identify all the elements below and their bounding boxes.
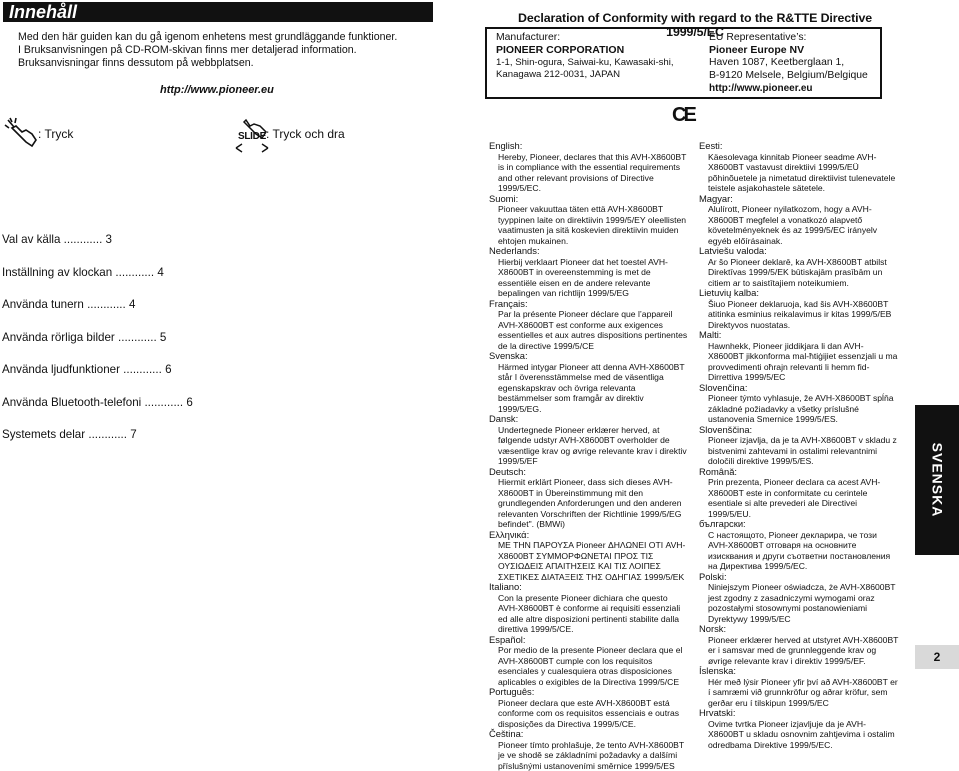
conformity-statement: Hierbij verklaart Pioneer dat het toestel AVH-X8600BT in overeenstemming is met de essentiële eisen en de andere relevante bepalingen van richtlijn 1999/5/EG [489, 257, 689, 299]
language-tab-label: SVENSKA [929, 443, 945, 518]
toc-item-page: 3 [106, 233, 112, 246]
toc-item[interactable] [2, 266, 262, 279]
manufacturer-address-2: Kanagawa 212-0031, JAPAN [496, 69, 620, 81]
eu-rep-address-2: B-9120 Melsele, Belgium/Belgique [709, 70, 868, 82]
conformity-statement: Par la présente Pioneer déclare que l’appareil AVH-X8600BT est conforme aux exigences essentielles et aux autres dispositions pertinentes de la directive 1999/5/CE [489, 309, 689, 351]
conformity-statement: Niniejszym Pioneer oświadcza, że AVH-X8600BT jest zgodny z zasadniczymi wymogami oraz pozostałymi stosownymi postanowieniami Dyrektywy 1999/5/EC [699, 582, 899, 624]
language-heading: Română: [699, 467, 899, 478]
language-heading: Čeština: [489, 729, 689, 740]
conformity-statement: Con la presente Pioneer dichiara che questo AVH-X8600BT è conforme ai requisiti essenziali ed alle altre disposizioni pertinenti stabilite dalla direttiva 1999/5/CE. [489, 593, 689, 635]
ce-mark-icon: CE [672, 104, 694, 127]
language-heading: Suomi: [489, 194, 689, 205]
conformity-statement: Undertegnede Pioneer erklærer herved, at følgende udstyr AVH-X8600BT overholder de væsentlige krav og øvrige relevante krav i direktiv 1999/5/EF [489, 425, 689, 467]
conformity-statement: Hawnhekk, Pioneer jiddikjara li dan AVH-X8600BT jikkonforma mal-ħtiġijiet essenzjali u ma provvedimenti oħrajn relevanti li hemm fid-Dirrettiva 1999/5/EC [699, 341, 899, 383]
toc-item[interactable] [2, 396, 262, 409]
intro-line-2: I Bruksanvisningen på CD-ROM-skivan finns mer detaljerad information. [18, 44, 428, 57]
toc-item-title: Använda ljudfunktioner ............ [2, 363, 165, 376]
eu-rep-label: EU Representative’s: [709, 32, 806, 44]
toc-item[interactable] [2, 233, 262, 246]
language-heading: Slovenčina: [699, 383, 899, 394]
toc-item[interactable] [2, 428, 262, 441]
conformity-statement: Pioneer tímto prohlašuje, že tento AVH-X8600BT je ve shodě se základními požadavky a dalšími příslušnými ustanoveními směrnice 1999/5/ES [489, 740, 689, 771]
toc-item[interactable] [2, 298, 262, 311]
language-heading: Latviešu valoda: [699, 246, 899, 257]
manufacturer-name: PIONEER CORPORATION [496, 44, 624, 56]
conformity-languages-left [489, 141, 689, 771]
language-heading: Eesti: [699, 141, 899, 152]
conformity-statement: Por medio de la presente Pioneer declara que el AVH-X8600BT cumple con los requisitos esenciales y cualesquiera otras disposiciones aplicables o exigibles de la Directiva 1999/5/CE [489, 645, 689, 687]
language-heading: Norsk: [699, 624, 899, 635]
toc-item-page: 7 [130, 428, 136, 441]
manufacturer-label: Manufacturer: [496, 32, 560, 44]
tap-label: : Tryck [38, 127, 73, 141]
conformity-statement: Pioneer erklærer herved at utstyret AVH-X8600BT er i samsvar med de grunnleggende krav og øvrige relevante krav i direktiv 1999/5/EF. [699, 635, 899, 667]
conformity-statement: Hiermit erklärt Pioneer, dass sich dieses AVH-X8600BT in Übereinstimmung mit den grundlegenden Anforderungen und den anderen relevanten Vorschriften der Richtlinie 1999/5/EG befindet". (BMWi) [489, 477, 689, 530]
conformity-statement: Käesolevaga kinnitab Pioneer seadme AVH-X8600BT vastavust direktiivi 1999/5/EÜ põhinõuetele ja nimetatud direktiivist tulenevatele teistele asjakohastele sätetele. [699, 152, 899, 194]
toc-item-title: Systemets delar ............ [2, 428, 130, 441]
toc-item-title: Använda rörliga bilder ............ [2, 331, 160, 344]
conformity-statement: Ovime tvrtka Pioneer izjavljuje da je AVH-X8600BT u skladu osnovnim zahtjevima i ostalim odredbama Direktive 1999/5/EC. [699, 719, 899, 751]
language-heading: български: [699, 519, 899, 530]
eu-rep-address-1: Haven 1087, Keetberglaan 1, [709, 57, 844, 69]
language-heading: Magyar: [699, 194, 899, 205]
page-number: 2 [915, 645, 959, 669]
eu-rep-url-link[interactable]: http://www.pioneer.eu [709, 83, 813, 94]
toc-item[interactable] [2, 331, 262, 344]
toc-item-title: Inställning av klockan ............ [2, 266, 157, 279]
language-heading: Português: [489, 687, 689, 698]
toc-item-title: Val av källa ............ [2, 233, 106, 246]
language-heading: Ελληνικά: [489, 530, 689, 541]
language-heading: Polski: [699, 572, 899, 583]
toc-item-page: 5 [160, 331, 166, 344]
conformity-statement: Alulírott, Pioneer nyilatkozom, hogy a AVH-X8600BT megfelel a vonatkozó alapvető követelményeknek és az 1999/5/EC irányelv egyéb előírásainak. [699, 204, 899, 246]
language-heading: Malti: [699, 330, 899, 341]
page-title: Innehåll [3, 2, 433, 22]
conformity-statement: Pioneer vakuuttaa täten että AVH-X8600BT tyyppinen laite on direktiivin 1999/5/EY oleellisten vaatimusten ja sitä koskevien direktiivin muiden ehtojen mukainen. [489, 204, 689, 246]
conformity-statement: Prin prezenta, Pioneer declara ca acest AVH-X8600BT este in conformitate cu cerintele esentiale si alte prevederi ale Directivei 1999/5/EU. [699, 477, 899, 519]
language-heading: Svenska: [489, 351, 689, 362]
conformity-statement: Hereby, Pioneer, declares that this AVH-X8600BT is in compliance with the essential requirements and other relevant provisions of Directive 1999/5/EC. [489, 152, 689, 194]
conformity-statement: Pioneer izjavlja, da je ta AVH-X8600BT v skladu z bistvenimi zahtevami in ostalimi relevantnimi določili direktive 1999/5/ES. [699, 435, 899, 467]
declaration-box [485, 27, 882, 99]
language-heading: Italiano: [489, 582, 689, 593]
language-heading: Nederlands: [489, 246, 689, 257]
conformity-statement: ΜΕ ΤΗΝ ΠΑΡΟΥΣΑ Pioneer ΔΗΛΩΝΕΙ ΟΤΙ AVH-X8600BT ΣΥΜΜΟΡΦΩΝΕΤΑΙ ΠΡΟΣ ΤΙΣ ΟΥΣΙΩΔΕΙΣ ΑΠΑΙΤΗΣΕΙΣ ΚΑΙ ΤΙΣ ΛΟΙΠΕΣ ΣΧΕΤΙΚΕΣ ΔΙΑΤΑΞΕΙΣ ΤΗΣ ΟΔΗΓΙΑΣ 1999/5/ΕΚ [489, 540, 689, 582]
language-heading: English: [489, 141, 689, 152]
language-tab-svenska [915, 405, 959, 555]
conformity-languages-right [699, 141, 899, 750]
toc-item-title: Använda tunern ............ [2, 298, 129, 311]
language-heading: Français: [489, 299, 689, 310]
language-heading: Español: [489, 635, 689, 646]
slide-label: : Tryck och dra [266, 127, 345, 141]
toc-item[interactable] [2, 363, 262, 376]
tap-hand-icon [2, 116, 42, 152]
eu-rep-name: Pioneer Europe NV [709, 44, 804, 56]
toc-item-page: 4 [129, 298, 135, 311]
language-heading: Slovenščina: [699, 425, 899, 436]
language-heading: Dansk: [489, 414, 689, 425]
conformity-statement: Šiuo Pioneer deklaruoja, kad šis AVH-X8600BT atitinka esminius reikalavimus ir kitas 1999/5/EB Direktyvos nuostatas. [699, 299, 899, 331]
intro-line-3: Bruksanvisningar finns dessutom på webbplatsen. [18, 57, 428, 70]
slide-word: SLIDE [238, 131, 266, 142]
toc-item-title: Använda Bluetooth-telefoni ............ [2, 396, 186, 409]
toc-item-page: 6 [165, 363, 171, 376]
pioneer-url-link[interactable]: http://www.pioneer.eu [160, 84, 274, 96]
manufacturer-address-1: 1-1, Shin-ogura, Saiwai-ku, Kawasaki-shi, [496, 57, 674, 69]
language-heading: Hrvatski: [699, 708, 899, 719]
conformity-statement: Hér með lýsir Pioneer yfir því að AVH-X8600BT er í samræmi við grunnkröfur og aðrar kröfur, sem gerðar eru í tilskipun 1999/5/EC [699, 677, 899, 709]
intro-line-1: Med den här guiden kan du gå igenom enhetens mest grundläggande funktioner. [18, 31, 428, 44]
conformity-statement: Ar šo Pioneer deklarē, ka AVH-X8600BT atbilst Direktīvas 1999/5/EK būtiskajām prasībām un citiem ar to saistītajiem noteikumiem. [699, 257, 899, 289]
conformity-statement: С настоящото, Pioneer декларира, че този AVH-X8600BT отговаря на основните изисквания и други съответни постановления на Директива 1999/5/EC. [699, 530, 899, 572]
conformity-statement: Pioneer týmto vyhlasuje, že AVH-X8600BT spĺňa základné požiadavky a všetky príslušné ustanovenia Smernice 1999/5/ES. [699, 393, 899, 425]
language-heading: Íslenska: [699, 666, 899, 677]
declaration-title: Declaration of Conformity with regard to the R&TTE Directive 1999/5/EC [505, 11, 885, 39]
language-heading: Lietuvių kalba: [699, 288, 899, 299]
toc-item-page: 4 [157, 266, 163, 279]
conformity-statement: Pioneer declara que este AVH-X8600BT está conforme com os requisitos essenciais e outras disposições da Directiva 1999/5/CE. [489, 698, 689, 730]
language-heading: Deutsch: [489, 467, 689, 478]
conformity-statement: Härmed intygar Pioneer att denna AVH-X8600BT står I överensstämmelse med de väsentliga egenskapskrav och övriga relevanta bestämmelser som framgår av direktiv 1999/5/EG. [489, 362, 689, 415]
toc-item-page: 6 [186, 396, 192, 409]
